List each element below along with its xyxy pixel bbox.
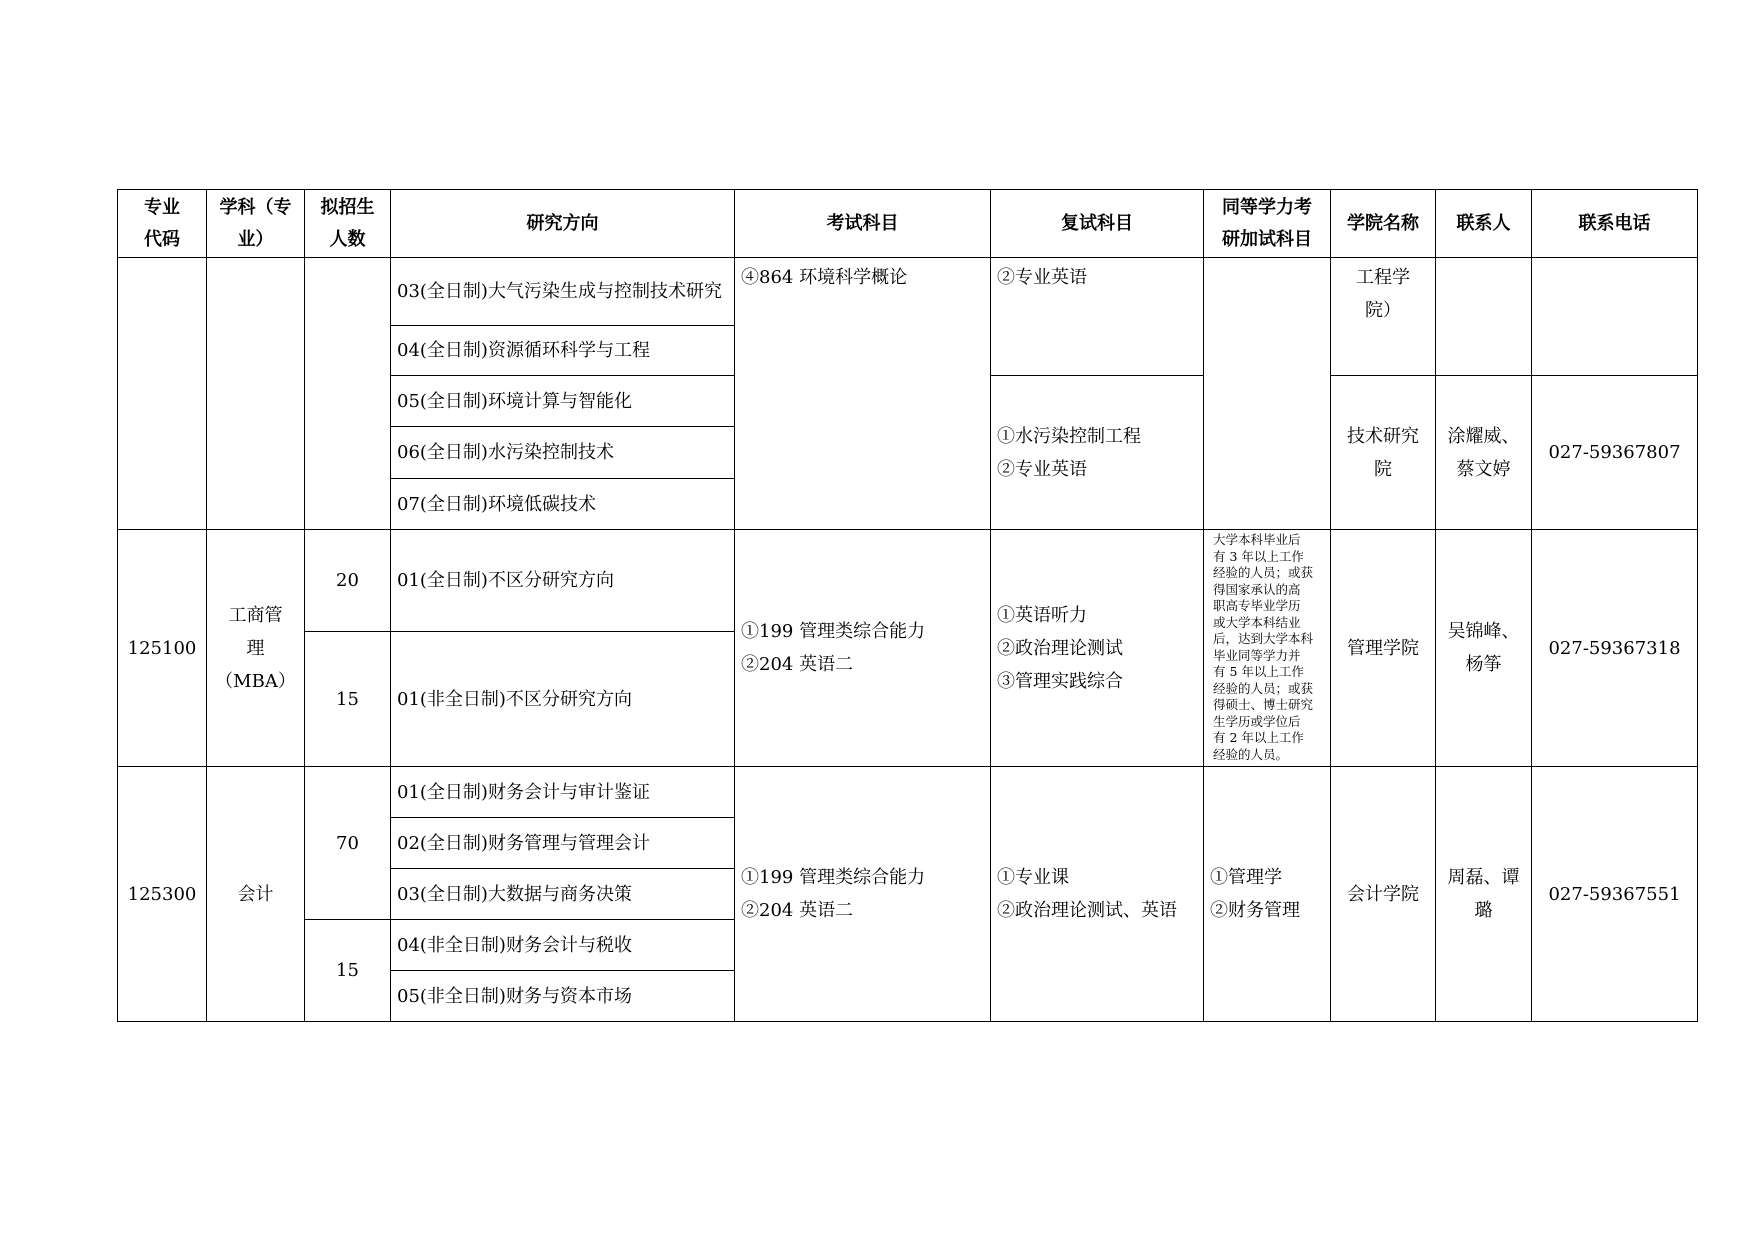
mba-quota-b-cell: 15	[305, 632, 391, 767]
acc-direction-05: 05(非全日制)财务与资本市场	[391, 971, 735, 1022]
env-subject-cell	[207, 258, 305, 530]
acc-direction-02: 02(全日制)财务管理与管理会计	[391, 818, 735, 869]
mba-college-cell: 管理学院	[1331, 530, 1436, 767]
acc-quota-b-cell: 15	[305, 920, 391, 1022]
env-quota-cell	[305, 258, 391, 530]
acc-college-cell: 会计学院	[1331, 767, 1436, 1022]
env-retest-b-cell: ①水污染控制工程 ②专业英语	[991, 376, 1204, 530]
header-exam: 考试科目	[735, 190, 991, 258]
header-subject: 学科（专 业）	[207, 190, 305, 258]
table-row	[118, 767, 1698, 818]
mba-subject-cell: 工商管 理（MBA）	[207, 530, 305, 767]
mba-phone-cell: 027-59367318	[1532, 530, 1698, 767]
env-contact-a-cell	[1436, 258, 1532, 376]
acc-contact-cell: 周磊、谭 璐	[1436, 767, 1532, 1022]
mba-equiv-cell: 大学本科毕业后 有 3 年以上工作 经验的人员；或获 得国家承认的高 职高专毕业学历 或大学本科结业 后，达到大学本科 毕业同等学力并 有 5 年以上工作 经验的人员；或获 得硕士、博士研究 生学历或学位后 有 2 年以上工作 经验的人员。	[1204, 530, 1331, 767]
admissions-table	[117, 189, 1698, 1022]
header-quota: 拟招生 人数	[305, 190, 391, 258]
mba-direction-b-cell: 01(非全日制)不区分研究方向	[391, 632, 735, 767]
header-equiv: 同等学力考 研加试科目	[1204, 190, 1331, 258]
acc-direction-01: 01(全日制)财务会计与审计鉴证	[391, 767, 735, 818]
mba-retest-cell: ①英语听力 ②政治理论测试 ③管理实践综合	[991, 530, 1204, 767]
header-direction: 研究方向	[391, 190, 735, 258]
mba-exam-cell: ①199 管理类综合能力 ②204 英语二	[735, 530, 991, 767]
table-row	[118, 530, 1698, 632]
table-row	[118, 258, 1698, 326]
acc-direction-03: 03(全日制)大数据与商务决策	[391, 869, 735, 920]
header-college: 学院名称	[1331, 190, 1436, 258]
env-phone-cell: 027-59367807	[1532, 376, 1698, 530]
acc-direction-04: 04(非全日制)财务会计与税收	[391, 920, 735, 971]
mba-quota-a-cell: 20	[305, 530, 391, 632]
env-direction-06: 06(全日制)水污染控制技术	[391, 427, 735, 479]
env-college-b-cell: 技术研究 院	[1331, 376, 1436, 530]
mba-contact-cell: 吴锦峰、 杨筝	[1436, 530, 1532, 767]
env-direction-03: 03(全日制)大气污染生成与控制技术研究	[391, 258, 735, 326]
acc-code-cell: 125300	[118, 767, 207, 1022]
env-direction-07: 07(全日制)环境低碳技术	[391, 479, 735, 530]
acc-subject-cell: 会计	[207, 767, 305, 1022]
acc-exam-cell: ①199 管理类综合能力 ②204 英语二	[735, 767, 991, 1022]
env-direction-05: 05(全日制)环境计算与智能化	[391, 376, 735, 427]
acc-quota-a-cell: 70	[305, 767, 391, 920]
env-direction-04: 04(全日制)资源循环科学与工程	[391, 326, 735, 376]
acc-equiv-cell: ①管理学 ②财务管理	[1204, 767, 1331, 1022]
header-row	[118, 190, 1698, 258]
header-contact: 联系人	[1436, 190, 1532, 258]
acc-phone-cell: 027-59367551	[1532, 767, 1698, 1022]
header-phone: 联系电话	[1532, 190, 1698, 258]
env-exam-cell: ④864 环境科学概论	[735, 258, 991, 530]
header-retest: 复试科目	[991, 190, 1204, 258]
mba-direction-a-cell: 01(全日制)不区分研究方向	[391, 530, 735, 632]
env-code-cell	[118, 258, 207, 530]
acc-retest-cell: ①专业课 ②政治理论测试、英语	[991, 767, 1204, 1022]
env-phone-a-cell	[1532, 258, 1698, 376]
env-college-a-cell: 工程学 院）	[1331, 258, 1436, 376]
env-contact-b-cell: 涂耀威、 蔡文婷	[1436, 376, 1532, 530]
env-equiv-cell	[1204, 258, 1331, 530]
mba-code-cell: 125100	[118, 530, 207, 767]
env-retest-a-cell: ②专业英语	[991, 258, 1204, 376]
header-code: 专业 代码	[118, 190, 207, 258]
